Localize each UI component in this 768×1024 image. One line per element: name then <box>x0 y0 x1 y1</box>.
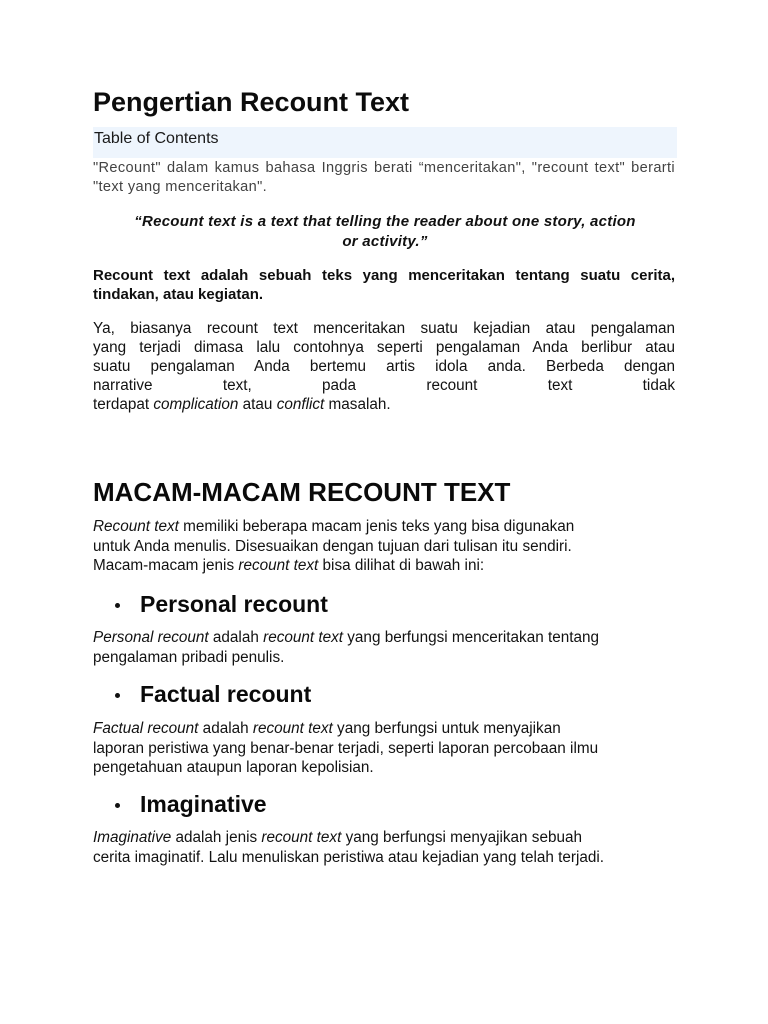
quote-line-1: “Recount text is a text that telling the reader about one story, action <box>134 213 636 230</box>
text-run: Macam-macam jenis <box>93 557 239 574</box>
text-run: bisa dilihat di bawah ini: <box>318 557 485 574</box>
explanation-line-1: Ya, biasanya recount text menceritakan suatu kejadian atau pengalaman <box>93 320 675 337</box>
emphasis: Factual recount <box>93 720 199 737</box>
subheading-personal-recount: Personal recount <box>140 591 328 617</box>
bullet-icon <box>115 803 120 808</box>
imaginative-paragraph <box>93 828 677 867</box>
bullet-icon <box>115 693 120 698</box>
paragraph-line <box>93 719 677 739</box>
text-run: terdapat <box>93 396 154 413</box>
text-run: adalah jenis <box>171 829 262 846</box>
emphasis-conflict: conflict <box>276 396 325 413</box>
explanation-line-3: suatu pengalaman Anda bertemu artis idola anda. Berbeda dengan <box>93 358 675 375</box>
list-item-personal-recount <box>93 590 677 620</box>
text-run: memiliki beberapa macam jenis teks yang bisa digunakan <box>178 518 575 535</box>
emphasis: Imaginative <box>93 829 172 846</box>
emphasis: recount text <box>252 720 333 737</box>
factual-recount-paragraph <box>93 719 677 778</box>
text-run: masalah. <box>324 396 391 413</box>
section-intro-line-3 <box>93 556 677 576</box>
quote-line-2: or activity.” <box>342 233 428 250</box>
emphasis-complication: complication <box>153 396 239 413</box>
intro-paragraph: "Recount" dalam kamus bahasa Inggris berati “menceritakan", "recount text" berarti "text yang menceritakan". <box>93 160 675 195</box>
explanation-paragraph <box>93 319 675 414</box>
paragraph-line <box>93 828 677 848</box>
emphasis-recount-text: recount text <box>238 557 319 574</box>
emphasis-recount-text: Recount text <box>93 518 179 535</box>
section-intro-line-2: untuk Anda menulis. Disesuaikan dengan tujuan dari tulisan itu sendiri. <box>93 537 572 555</box>
text-run: adalah <box>208 629 264 646</box>
definition-paragraph: Recount text adalah sebuah teks yang menceritakan tentang suatu cerita, tindakan, atau kegiatan. <box>93 267 675 303</box>
explanation-line-5 <box>93 395 675 414</box>
paragraph-line: pengetahuan ataupun laporan kepolisian. <box>93 759 374 776</box>
page-title: Pengertian Recount Text <box>93 87 410 117</box>
personal-recount-paragraph <box>93 628 677 667</box>
emphasis: Personal recount <box>93 629 209 646</box>
text-run: yang berfungsi untuk menyajikan <box>332 720 561 737</box>
list-item-factual-recount <box>93 680 677 710</box>
list-item-imaginative <box>93 790 677 820</box>
toc-label[interactable]: Table of Contents <box>94 130 219 147</box>
emphasis: recount text <box>261 829 342 846</box>
text-run: yang berfungsi menyajikan sebuah <box>341 829 582 846</box>
text-run: yang berfungsi menceritakan tentang <box>343 629 599 646</box>
section-intro-paragraph <box>93 517 677 576</box>
section-heading: MACAM-MACAM RECOUNT TEXT <box>93 477 511 507</box>
bullet-icon <box>115 603 120 608</box>
subheading-imaginative: Imaginative <box>140 791 267 817</box>
emphasis: recount text <box>263 629 344 646</box>
paragraph-line: pengalaman pribadi penulis. <box>93 648 285 666</box>
text-run: atau <box>238 396 277 413</box>
explanation-line-2: yang terjadi dimasa lalu contohnya seperti pengalaman Anda berlibur atau <box>93 339 675 356</box>
text-run: adalah <box>198 720 253 737</box>
explanation-line-4: narrative text, pada recount text tidak <box>93 377 675 394</box>
section-intro-line-1 <box>93 517 677 537</box>
paragraph-line: cerita imaginatif. Lalu menuliskan peristiwa atau kejadian yang telah terjadi. <box>93 848 605 866</box>
paragraph-line <box>93 628 677 648</box>
paragraph-line: laporan peristiwa yang benar-benar terjadi, seperti laporan percobaan ilmu <box>93 739 599 757</box>
table-of-contents[interactable] <box>93 127 677 158</box>
subheading-factual-recount: Factual recount <box>140 681 312 707</box>
definition-quote <box>93 212 677 252</box>
